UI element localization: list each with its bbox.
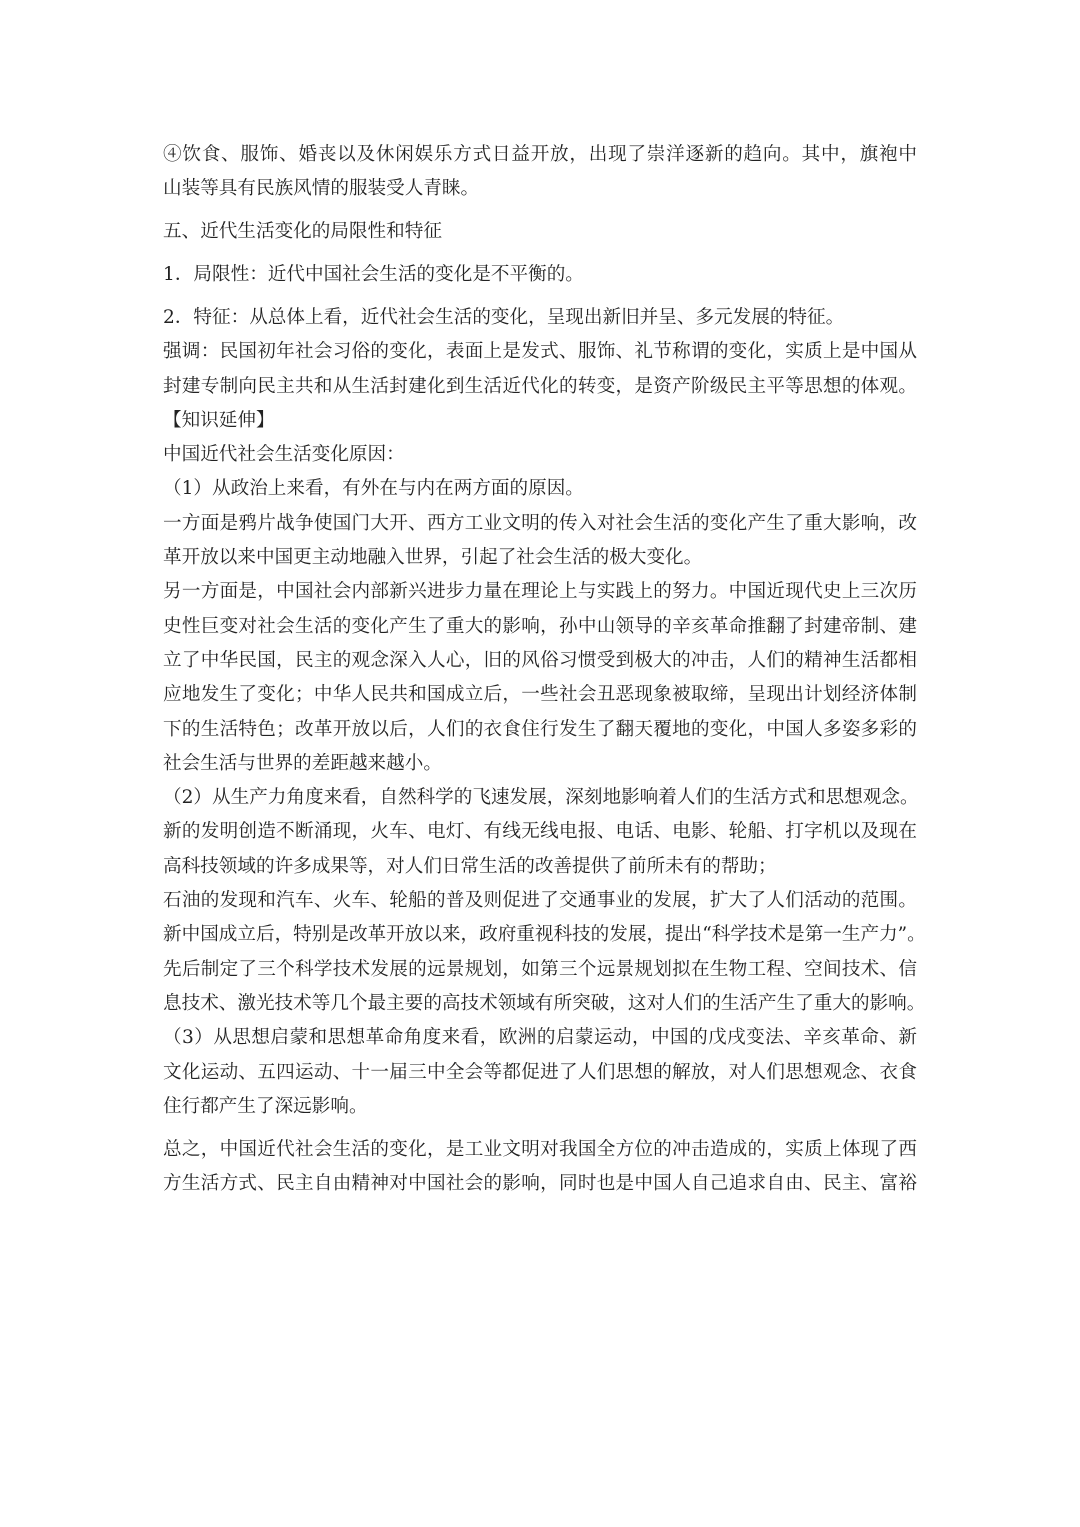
text-line: （1）从政治上来看，有外在与内在两方面的原因。 bbox=[163, 478, 584, 500]
text-line: 新的发明创造不断涌现，火车、电灯、有线无线电报、电话、电影、轮船、打字机以及现在 bbox=[163, 821, 917, 843]
text-line: 文化运动、五四运动、十一届三中全会等都促进了人们思想的解放，对人们思想观念、衣食 bbox=[163, 1061, 917, 1083]
document-page bbox=[163, 138, 926, 1201]
text-line: 立了中华民国，民主的观念深入人心，旧的风俗习惯受到极大的冲击，人们的精神生活都相 bbox=[163, 649, 917, 671]
text-line: 山装等具有民族风情的服装受人青睐。 bbox=[163, 178, 480, 200]
text-line: 革开放以来中国更主动地融入世界，引起了社会生活的极大变化。 bbox=[163, 547, 703, 569]
text-line: （2）从生产力角度来看，自然科学的飞速发展，深刻地影响着人们的生活方式和思想观念。 bbox=[163, 787, 919, 809]
text-line: 史性巨变对社会生活的变化产生了重大的影响，孙中山领导的辛亥革命推翻了封建帝制、建 bbox=[163, 615, 917, 637]
text-line: （3）从思想启蒙和思想革命角度来看，欧洲的启蒙运动，中国的戊戌变法、辛亥革命、新 bbox=[163, 1027, 917, 1049]
text-line: 应地发生了变化；中华人民共和国成立后，一些社会丑恶现象被取缔，呈现出计划经济体制 bbox=[163, 684, 917, 706]
text-line: 息技术、激光技术等几个最主要的高技术领域有所突破，这对人们的生活产生了重大的影响。 bbox=[163, 992, 926, 1014]
section-heading: 五、近代生活变化的局限性和特征 bbox=[163, 221, 442, 243]
text-line: 高科技领域的许多成果等，对人们日常生活的改善提供了前所未有的帮助； bbox=[163, 855, 777, 877]
text-line: 方生活方式、民主自由精神对中国社会的影响，同时也是中国人自己追求自由、民主、富裕 bbox=[163, 1172, 917, 1194]
text-line: 下的生活特色；改革开放以后，人们的衣食住行发生了翻天覆地的变化，中国人多姿多彩的 bbox=[163, 718, 917, 740]
text-line: 中国近代社会生活变化原因： bbox=[163, 444, 405, 466]
text-line: 封建专制向民主共和从生活封建化到生活近代化的转变，是资产阶级民主平等思想的体观。 bbox=[163, 375, 917, 397]
text-line: 石油的发现和汽车、火车、轮船的普及则促进了交通事业的发展，扩大了人们活动的范围。 bbox=[163, 890, 917, 912]
text-line: 先后制定了三个科学技术发展的远景规划，如第三个远景规划拟在生物工程、空间技术、信 bbox=[163, 958, 917, 980]
section-heading: 【知识延伸】 bbox=[163, 409, 275, 431]
text-line: 新中国成立后，特别是改革开放以来，政府重视科技的发展，提出“科学技术是第一生产力”。 bbox=[163, 924, 926, 946]
text-line: 另一方面是，中国社会内部新兴进步力量在理论上与实践上的努力。中国近现代史上三次历 bbox=[163, 581, 917, 603]
text-line: ④饮食、服饰、婚丧以及休闲娱乐方式日益开放，出现了崇洋逐新的趋向。其中，旗袍中 bbox=[163, 144, 917, 165]
text-line: 2．特征：从总体上看，近代社会生活的变化，呈现出新旧并呈、多元发展的特征。 bbox=[163, 306, 845, 328]
text-line: 社会生活与世界的差距越来越小。 bbox=[163, 752, 442, 774]
text-line: 1．局限性：近代中国社会生活的变化是不平衡的。 bbox=[163, 264, 584, 286]
text-line: 一方面是鸦片战争使国门大开、西方工业文明的传入对社会生活的变化产生了重大影响，改 bbox=[163, 512, 917, 534]
text-line: 强调：民国初年社会习俗的变化，表面上是发式、服饰、礼节称谓的变化，实质上是中国从 bbox=[163, 341, 917, 363]
text-line: 住行都产生了深远影响。 bbox=[163, 1095, 368, 1117]
text-line: 总之，中国近代社会生活的变化，是工业文明对我国全方位的冲击造成的，实质上体现了西 bbox=[163, 1138, 917, 1160]
